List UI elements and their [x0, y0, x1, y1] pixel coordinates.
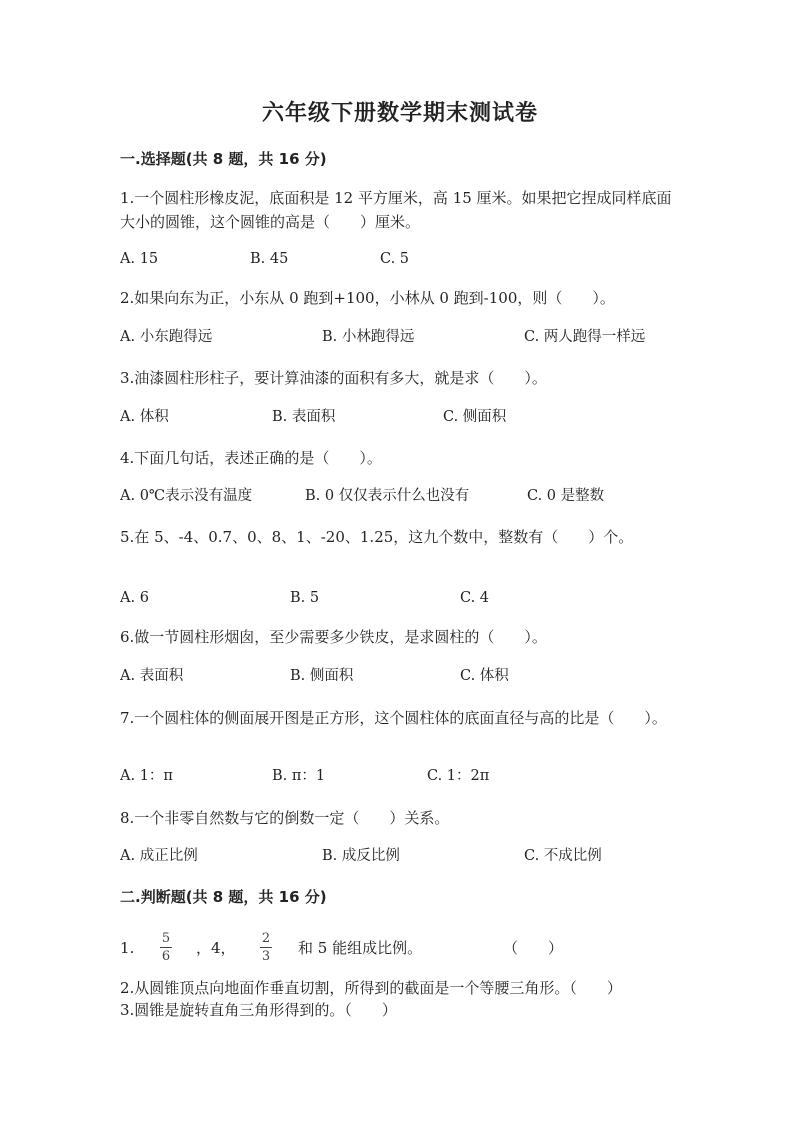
question-5-stem: 5.在 5、-4、0.7、0、8、1、-20、1.25，这九个数中，整数有（ ）个。 — [120, 528, 634, 546]
page-title: 六年级下册数学期末测试卷 — [261, 101, 538, 126]
question-6-option-b: B. 侧面积 — [290, 668, 354, 684]
question-4-stem: 4.下面几句话，表述正确的是（ ）。 — [120, 449, 382, 467]
question-2-stem: 2.如果向东为正，小东从 0 跑到+100，小林从 0 跑到-100，则（ ）。 — [120, 289, 615, 307]
fraction-bar — [160, 947, 172, 948]
question-2-option-a: A. 小东跑得远 — [120, 329, 213, 345]
question-4-option-c: C. 0 是整数 — [527, 488, 605, 504]
question-7-option-c: C. 1：2π — [427, 768, 490, 784]
question-7-option-a: A. 1：π — [120, 768, 173, 784]
question-2-option-b: B. 小林跑得远 — [322, 329, 415, 345]
question-3-stem: 3.油漆圆柱形柱子，要计算油漆的面积有多大，就是求（ ）。 — [120, 369, 547, 387]
question-1-option-c: C. 5 — [380, 251, 410, 267]
question-5-option-b: B. 5 — [290, 590, 320, 606]
question-5-option-a: A. 6 — [120, 590, 149, 606]
judge-1-tail-text: 和 5 能组成比例。 — [298, 939, 423, 957]
question-4-option-b: B. 0 仅仅表示什么也没有 — [305, 488, 470, 504]
question-8-option-c: C. 不成比例 — [524, 848, 602, 864]
section-heading-judge: 二.判断题(共 8 题，共 16 分) — [120, 888, 327, 906]
question-5-option-c: C. 4 — [460, 590, 490, 606]
judge-3-stem: 3.圆锥是旋转直角三角形得到的。（ ） — [120, 1001, 397, 1019]
question-7-option-b: B. π：1 — [272, 768, 326, 784]
question-3-option-a: A. 体积 — [120, 409, 169, 425]
question-1-option-a: A. 15 — [120, 251, 159, 267]
question-8-option-a: A. 成正比例 — [120, 848, 198, 864]
question-8-option-b: B. 成反比例 — [322, 848, 400, 864]
question-7-stem: 7.一个圆柱体的侧面展开图是正方形，这个圆柱体的底面直径与高的比是（ ）。 — [120, 709, 667, 727]
question-1-option-b: B. 45 — [250, 251, 289, 267]
fraction-denominator: 3 — [261, 949, 271, 964]
judge-2-stem: 2.从圆锥顶点向地面作垂直切割，所得到的截面是一个等腰三角形。（ ） — [120, 979, 622, 997]
question-2-option-c: C. 两人跑得一样远 — [524, 329, 646, 345]
fraction-5-6 — [160, 931, 172, 964]
judge-1-number: 1. — [120, 939, 135, 957]
question-6-stem: 6.做一节圆柱形烟囱，至少需要多少铁皮，是求圆柱的（ ）。 — [120, 628, 547, 646]
question-8-stem: 8.一个非零自然数与它的倒数一定（ ）关系。 — [120, 809, 450, 827]
question-6-option-c: C. 体积 — [460, 668, 509, 684]
section-heading-choice: 一.选择题(共 8 题，共 16 分) — [120, 150, 327, 168]
question-1-stem: 1.一个圆柱形橡皮泥，底面积是 12 平方厘米，高 15 厘米。如果把它捏成同样底面大小的圆锥，这个圆锥的高是（ ）厘米。 — [120, 189, 672, 231]
fraction-2-3 — [260, 931, 272, 964]
judge-1-answer-paren: （ ） — [503, 939, 564, 957]
question-3-option-b: B. 表面积 — [272, 409, 336, 425]
fraction-bar — [260, 947, 272, 948]
question-6-option-a: A. 表面积 — [120, 668, 184, 684]
judge-1-middle-text: ，4， — [196, 939, 236, 957]
fraction-denominator: 6 — [161, 949, 171, 964]
question-3-option-c: C. 侧面积 — [443, 409, 507, 425]
fraction-numerator: 2 — [261, 931, 271, 946]
question-4-option-a: A. 0℃表示没有温度 — [120, 488, 253, 504]
fraction-numerator: 5 — [161, 931, 171, 946]
